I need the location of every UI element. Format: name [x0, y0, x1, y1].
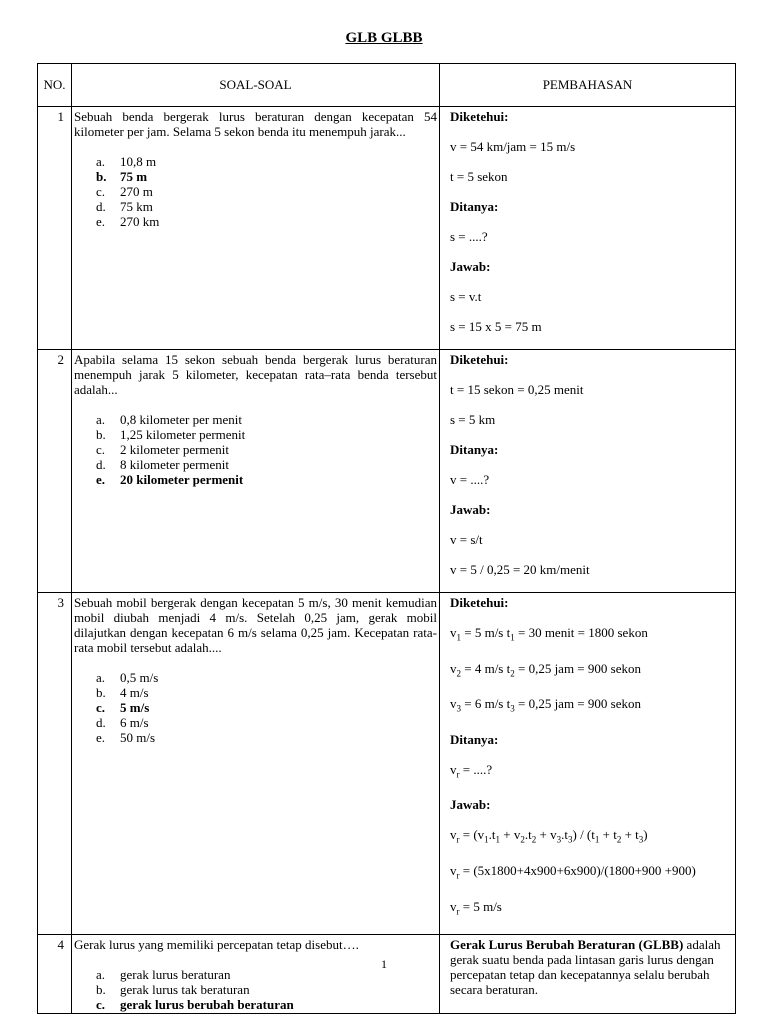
jawab-label: Jawab:	[450, 797, 491, 813]
ditanya-label: Ditanya:	[450, 442, 499, 457]
asked-line: $v_r$ = ....?	[450, 761, 493, 780]
diketahui-label: Diketehui:	[450, 352, 509, 367]
asked-line: s = ....?	[450, 229, 488, 244]
header-pembahasan: PEMBAHASAN	[440, 64, 736, 107]
question-text: Gerak lurus yang memiliki percepatan tetap disebut….	[74, 937, 359, 953]
question-number: 3	[38, 593, 72, 935]
option-list	[74, 154, 437, 229]
diketahui-label: Diketehui:	[450, 595, 509, 610]
answer-line: s = 15 x 5 = 75 m	[450, 319, 542, 334]
table-row	[38, 593, 736, 935]
option-item: e. 270 km	[96, 214, 160, 229]
option-list	[74, 412, 437, 487]
answer-line: v = s/t	[450, 532, 483, 547]
option-item: a. 10,8 m	[96, 154, 157, 169]
option-item: d. 75 km	[96, 199, 153, 214]
option-item: b. gerak lurus tak beraturan	[96, 982, 250, 998]
question-number: 2	[38, 350, 72, 593]
answer-line: s = v.t	[450, 289, 482, 304]
option-item: d. 8 kilometer permenit	[96, 457, 230, 472]
header-soal: SOAL-SOAL	[72, 64, 440, 107]
given-line: $v_3 = 6$ m/s $t_3 = 0,25$ jam = 900 sekon	[450, 696, 641, 714]
question-number: 4	[38, 935, 72, 1014]
asked-line: v = ....?	[450, 472, 490, 487]
option-item: e. 20 kilometer permenit	[96, 472, 244, 487]
given-line: $v_1 = 5$ m/s $t_1 = 30$ menit = 1800 sekon	[450, 625, 648, 643]
option-item: c. 2 kilometer permenit	[96, 442, 230, 457]
pembahasan-cell	[440, 935, 736, 1014]
answer-line: $v_r = (5x1800+4x900+6x900)/(1800+900 +900)$	[450, 862, 696, 881]
table-row	[38, 350, 736, 593]
question-table	[37, 63, 736, 1014]
table-row	[38, 107, 736, 350]
question-text: Apabila selama 15 sekon sebuah benda bergerak lurus beraturan menempuh jarak 5 kilometer, kecepatan rata–rata benda tersebut adalah...	[74, 352, 437, 397]
question-text: Sebuah benda bergerak lurus beraturan dengan kecepatan 54 kilometer per jam. Selama 5 sekon benda itu menempuh jarak...	[74, 109, 437, 139]
document-title: GLB GLBB	[345, 30, 423, 46]
option-item: c. gerak lurus berubah beraturan	[96, 997, 294, 1013]
glbb-term: Gerak Lurus Berubah Beraturan (GLBB)	[450, 937, 684, 953]
option-item: c. 270 m	[96, 184, 153, 199]
answer-line: $v_r = (v_1.t_1 + v_2.t_2 + v_3.t_3) / (t_1 + t_2 + t_3)$	[450, 827, 648, 845]
diketahui-label: Diketehui:	[450, 109, 509, 124]
jawab-label: Jawab:	[450, 502, 491, 517]
question-number: 1	[38, 107, 72, 350]
given-line: t = 15 sekon = 0,25 menit	[450, 382, 584, 397]
ditanya-label: Ditanya:	[450, 199, 499, 214]
header-no: NO.	[38, 64, 72, 107]
option-list	[74, 670, 437, 745]
question-cell	[72, 593, 440, 935]
answer-line: $v_r = 5$ m/s	[450, 898, 502, 917]
jawab-label: Jawab:	[450, 259, 491, 274]
option-item: b. 4 m/s	[96, 685, 149, 700]
option-item: a. 0,8 kilometer per menit	[96, 412, 243, 427]
answer-line: v = 5 / 0,25 = 20 km/menit	[450, 562, 590, 577]
glbb-definition: adalah gerak suatu benda pada lintasan garis lurus dengan percepatan tetap dan kecepatannya selalu berubah secara beraturan.	[450, 937, 721, 998]
option-item: e. 50 m/s	[96, 730, 156, 745]
option-item: a. 0,5 m/s	[96, 670, 159, 685]
option-item: d. 6 m/s	[96, 715, 149, 730]
pembahasan-cell	[440, 593, 736, 935]
option-list	[74, 967, 437, 1012]
given-line: $v_2 = 4$ m/s $t_2 = 0,25$ jam = 900 sekon	[450, 660, 641, 679]
question-cell	[72, 350, 440, 593]
table-header-row	[38, 64, 736, 107]
question-cell	[72, 935, 440, 1014]
question-cell	[72, 107, 440, 350]
pembahasan-cell	[440, 107, 736, 350]
ditanya-label: Ditanya:	[450, 731, 499, 747]
table-row	[38, 935, 736, 1014]
given-line: s = 5 km	[450, 412, 496, 427]
question-text: Sebuah mobil bergerak dengan kecepatan 5 m/s, 30 menit kemudian mobil diubah menjadi 4 m/s. Setelah 0,25 jam, gerak mobil dilajutkan dengan kecepatan 6 m/s selama 0,25 jam. Kecepatan rata-rata mobil tersebut adalah....	[74, 595, 437, 655]
pembahasan-cell	[440, 350, 736, 593]
option-item: a. gerak lurus beraturan	[96, 967, 231, 983]
option-item: b. 75 m	[96, 169, 148, 184]
option-item: c. 5 m/s	[96, 700, 150, 715]
given-line: t = 5 sekon	[450, 169, 508, 184]
page-number: 1	[381, 957, 387, 971]
given-line: v = 54 km/jam = 15 m/s	[450, 139, 576, 154]
option-item: b. 1,25 kilometer permenit	[96, 427, 246, 442]
